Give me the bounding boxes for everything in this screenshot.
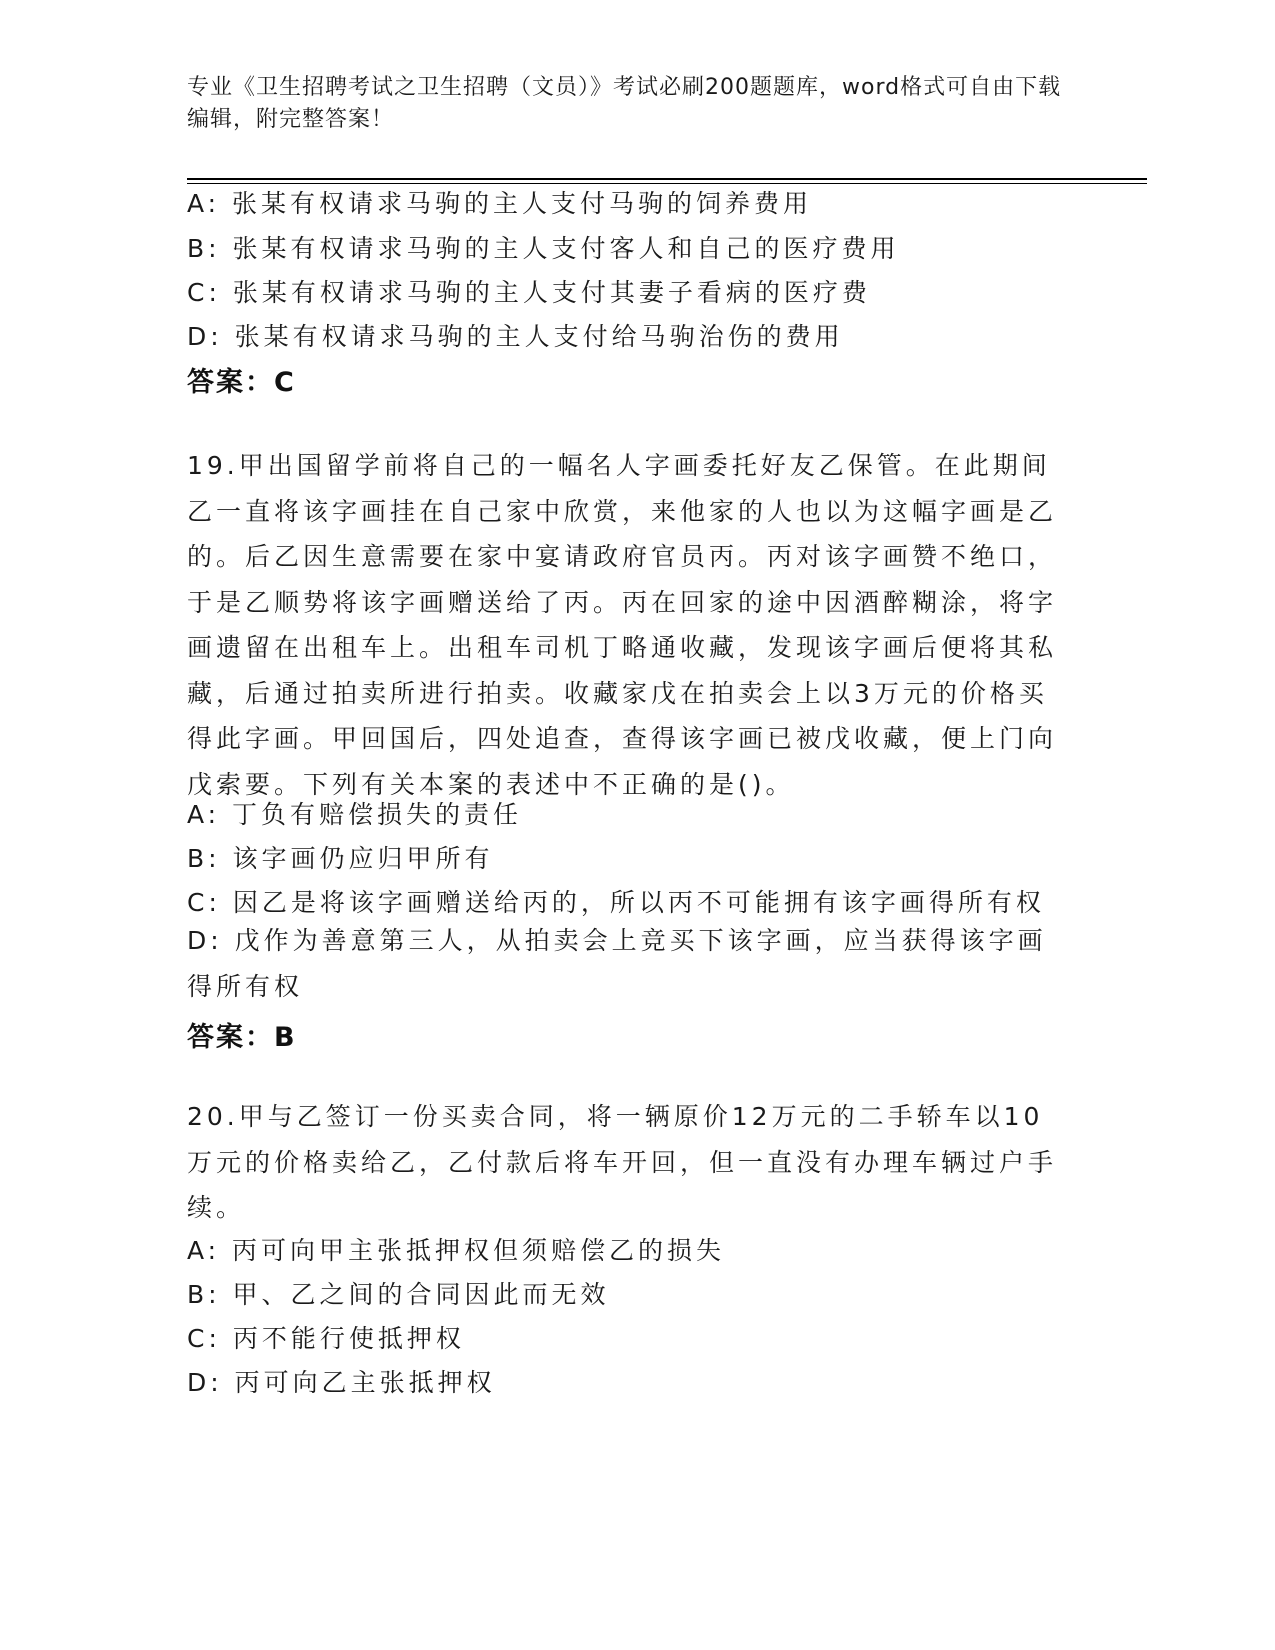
q19-answer: 答案：B (187, 1022, 297, 1053)
q20-option-d: D: 丙可向乙主张抵押权 (187, 1368, 496, 1397)
q19-stem: 19.甲出国留学前将自己的一幅名人字画委托好友乙保管。在此期间乙一直将该字画挂在自己家中欣赏，来他家的人也以为这幅字画是乙的。后乙因生意需要在家中宴请政府官员丙。丙对该字画赞不绝口，于是乙顺势将该字画赠送给了丙。丙在回家的途中因酒醉糊涂，将字画遗留在出租车上。出租车司机丁略通收藏，发现该字画后便将其私藏，后通过拍卖所进行拍卖。收藏家戊在拍卖会上以3万元的价格买得此字画。甲回国后，四处追查，查得该字画已被戊收藏，便上门向戊索要。下列有关本案的表述中不正确的是()。 (187, 451, 1058, 799)
document-header: 专业《卫生招聘考试之卫生招聘（文员）》考试必刷200题题库，word格式可自由下载编辑，附完整答案！ (187, 75, 1062, 132)
q20-option-b: B: 甲、乙之间的合同因此而无效 (187, 1280, 610, 1309)
q18-option-b: B: 张某有权请求马驹的主人支付客人和自己的医疗费用 (187, 234, 900, 263)
q18-answer: 答案：C (187, 367, 296, 398)
q19-option-b: B: 该字画仍应归甲所有 (187, 844, 494, 873)
q19-option-c: C: 因乙是将该字画赠送给丙的，所以丙不可能拥有该字画得所有权 (187, 888, 1045, 917)
q20-option-c: C: 丙不能行使抵押权 (187, 1324, 465, 1353)
q20-stem: 20.甲与乙签订一份买卖合同，将一辆原价12万元的二手轿车以10万元的价格卖给乙，乙付款后将车开回，但一直没有办理车辆过户手续。 (187, 1102, 1058, 1222)
q19-option-a: A: 丁负有赔偿损失的责任 (187, 800, 523, 829)
q18-option-c: C: 张某有权请求马驹的主人支付其妻子看病的医疗费 (187, 278, 871, 307)
q18-option-a: A: 张某有权请求马驹的主人支付马驹的饲养费用 (187, 189, 813, 218)
q19-option-d: D: 戊作为善意第三人，从拍卖会上竞买下该字画，应当获得该字画得所有权 (187, 926, 1047, 1001)
q18-option-d: D: 张某有权请求马驹的主人支付给马驹治伤的费用 (187, 322, 844, 351)
q20-option-a: A: 丙可向甲主张抵押权但须赔偿乙的损失 (187, 1236, 726, 1265)
header-divider (187, 178, 1147, 180)
